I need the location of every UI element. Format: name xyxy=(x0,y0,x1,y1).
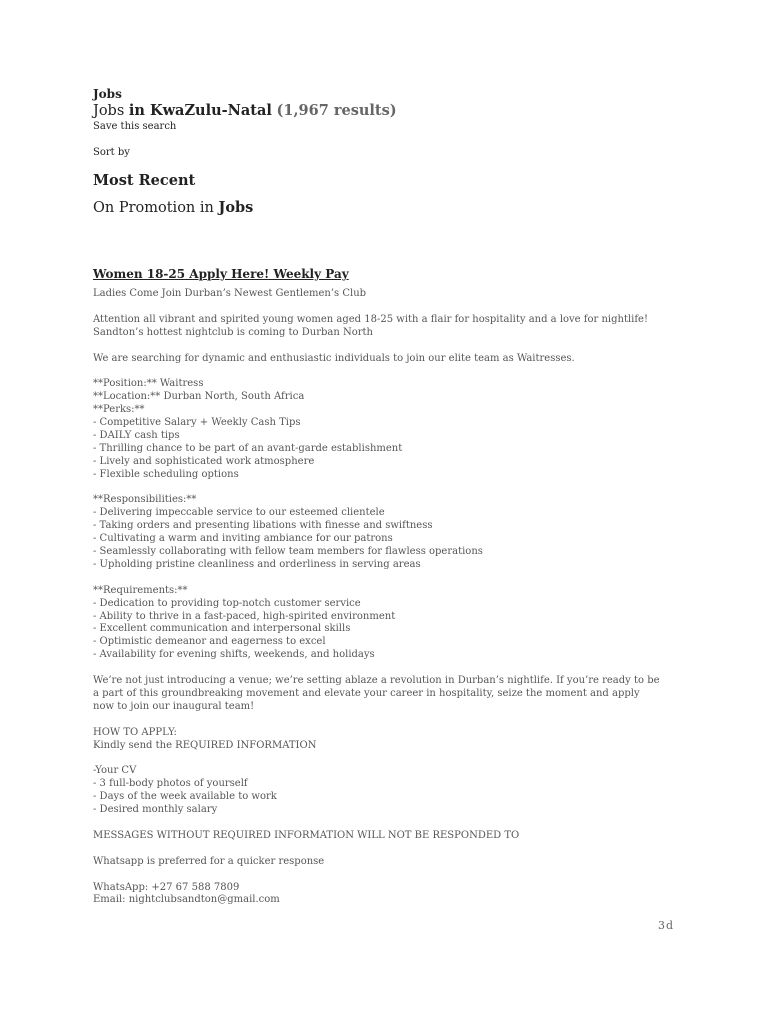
description-line: WhatsApp: +27 67 588 7809 xyxy=(93,881,240,893)
listing-age: 3d xyxy=(657,919,674,932)
description-line: HOW TO APPLY: xyxy=(93,726,177,738)
description-line: - Desired monthly salary xyxy=(93,804,218,816)
blank-line xyxy=(93,365,693,378)
blank-line xyxy=(93,301,693,314)
page-title xyxy=(93,102,693,120)
description-line: Whatsapp is preferred for a quicker response xyxy=(93,855,325,867)
description-line: Attention all vibrant and spirited young women aged 18-25 with a flair for hospitality and a love for nightlife! xyxy=(93,313,648,325)
title-prefix: Jobs xyxy=(93,103,125,119)
description-line: - Optimistic demeanor and eagerness to excel xyxy=(93,636,326,648)
description-line: - Delivering impeccable service to our esteemed clientele xyxy=(93,507,385,519)
description-line: a part of this groundbreaking movement and elevate your career in hospitality, seize the moment and apply xyxy=(93,688,640,699)
promotion-prefix: On Promotion in xyxy=(93,200,214,216)
blank-line xyxy=(93,662,693,675)
description-line: Email: nightclubsandton@gmail.com xyxy=(93,894,280,906)
description-line: Sandton’s hottest nightclub is coming to Durban North xyxy=(93,326,373,338)
promotion-category: Jobs xyxy=(218,199,254,216)
description-line: - DAILY cash tips xyxy=(93,429,180,441)
promotion-heading xyxy=(93,199,693,217)
blank-line xyxy=(93,843,693,856)
listing xyxy=(93,217,693,907)
description-line: - Days of the week available to work xyxy=(93,791,277,803)
description-line: - Lively and sophisticated work atmosphere xyxy=(93,455,315,467)
blank-line xyxy=(93,482,693,495)
breadcrumb[interactable]: Jobs xyxy=(93,87,122,101)
blank-line xyxy=(93,714,693,727)
description-line: now to join our inaugural team! xyxy=(93,700,255,712)
description-line: MESSAGES WITHOUT REQUIRED INFORMATION WILL NOT BE RESPONDED TO xyxy=(93,829,520,841)
title-location: in KwaZulu-Natal xyxy=(128,102,272,119)
description-line: - Competitive Salary + Weekly Cash Tips xyxy=(93,417,301,429)
listing-description xyxy=(93,288,693,907)
description-line: - Ability to thrive in a fast-paced, high-spirited environment xyxy=(93,610,396,622)
save-search-link[interactable]: Save this search xyxy=(93,121,177,132)
description-line: We are searching for dynamic and enthusiastic individuals to join our elite team as Waitresses. xyxy=(93,352,575,364)
blank-line xyxy=(93,340,693,353)
description-line: **Perks:** xyxy=(93,404,145,416)
description-line: - Dedication to providing top-notch customer service xyxy=(93,597,361,609)
description-line: Ladies Come Join Durban’s Newest Gentlemen’s Club xyxy=(93,288,367,299)
sort-by-label: Sort by xyxy=(93,147,130,158)
description-line: - Excellent communication and interpersonal skills xyxy=(93,623,351,635)
blank-line xyxy=(93,753,693,766)
search-results-page xyxy=(93,86,693,907)
blank-line xyxy=(93,869,693,882)
sort-selected-value[interactable]: Most Recent xyxy=(93,172,196,189)
blank-line xyxy=(93,572,693,585)
description-line: - Flexible scheduling options xyxy=(93,468,239,480)
results-count: (1,967 results) xyxy=(276,102,397,119)
description-line: - Availability for evening shifts, weekends, and holidays xyxy=(93,649,375,661)
description-line: - Thrilling chance to be part of an avant-garde establishment xyxy=(93,442,403,454)
listing-title-link[interactable]: Women 18-25 Apply Here! Weekly Pay xyxy=(93,267,349,281)
description-line: - Seamlessly collaborating with fellow team members for flawless operations xyxy=(93,546,483,558)
description-line: Kindly send the REQUIRED INFORMATION xyxy=(93,739,317,751)
description-line: - Cultivating a warm and inviting ambiance for our patrons xyxy=(93,533,393,545)
description-line: -Your CV xyxy=(93,765,137,777)
blank-line xyxy=(93,817,693,830)
description-line: - Upholding pristine cleanliness and orderliness in serving areas xyxy=(93,558,421,570)
description-line: **Responsibilities:** xyxy=(93,494,197,506)
description-line: **Position:** Waitress xyxy=(93,378,204,390)
description-line: - 3 full-body photos of yourself xyxy=(93,778,248,790)
description-line: - Taking orders and presenting libations with finesse and swiftness xyxy=(93,520,433,532)
description-line: We’re not just introducing a venue; we’re setting ablaze a revolution in Durban’s nightlife. If you’re ready to be xyxy=(93,675,660,687)
description-line: **Location:** Durban North, South Africa xyxy=(93,391,305,403)
description-line: **Requirements:** xyxy=(93,584,188,596)
